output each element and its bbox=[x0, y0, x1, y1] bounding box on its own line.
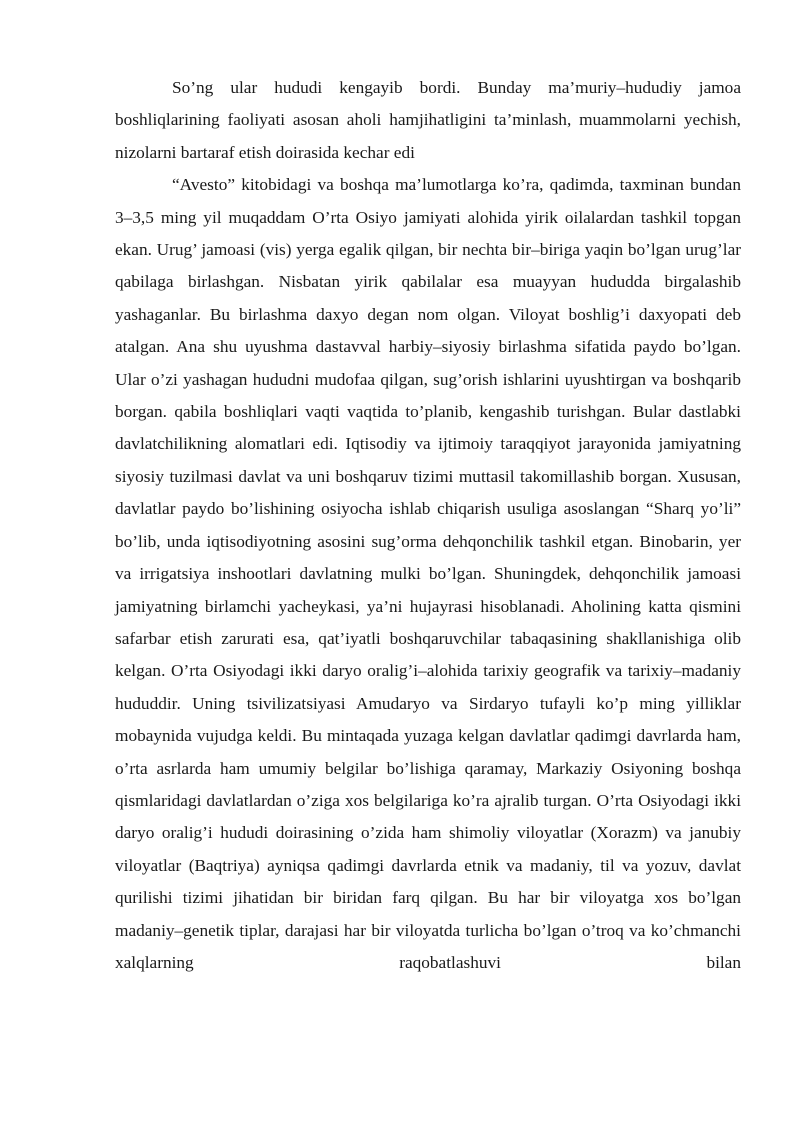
paragraph-1: So’ng ular hududi kengayib bordi. Bunday ma’muriy–hududiy jamoa boshliqlarining faoliyati asosan aholi hamjihatligini ta’minlash, muammolarni yechish, nizolarni bartaraf etish doirasida kechar edi bbox=[115, 78, 741, 162]
paragraph-2: “Avesto” kitobidagi va boshqa ma’lumotlarga ko’ra, qadimda, taxminan bundan 3–3,5 ming yil muqaddam O’rta Osiyo jamiyati alohida yirik oilalardan tashkil topgan ekan. Urug’ jamoasi (vis) yerga egalik qilgan, bir nechta bir–biriga yaqin bo’lgan urug’lar qabilaga birlashgan. Nisbatan yirik qabilalar esa muayyan hududda birgalashib yashaganlar. Bu birlashma daxyo degan nom olgan. Viloyat boshlig’i daxyopati deb atalgan. Ana shu uyushma dastavval harbiy–siyosiy birlashma sifatida paydo bo’lgan. Ular o’zi yashagan hududni mudofaa qilgan, sug’orish ishlarini uyushtirgan va boshqarib borgan. qabila boshliqlari vaqti vaqtida to’planib, kengashib turishgan. Bular dastlabki davlatchilikning alomatlari edi. Iqtisodiy va ijtimoiy taraqqiyot jarayonida jamiyatning siyosiy tuzilmasi davlat va uni boshqaruv tizimi muttasil takomillashib borgan. Xususan, davlatlar paydo bo’lishining osiyocha ishlab chiqarish usuliga asoslangan “Sharq yo’li” bo’lib, unda iqtisodiyotning asosini sug’orma dehqonchilik tashkil etgan. Binobarin, yer va irrigatsiya inshootlari davlatning mulki bo’lgan. Shuningdek, dehqonchilik jamoasi jamiyatning birlamchi yacheykasi, ya’ni hujayrasi hisoblanadi. Aholining katta qismini safarbar etish zarurati esa, qat’iyatli boshqaruvchilar tabaqasining shakllanishiga olib kelgan. O’rta Osiyodagi ikki daryo oralig’i–alohida tarixiy geografik va tarixiy–madaniy hududdir. Uning tsivilizatsiyasi Amudaryo va Sirdaryo tufayli ko’p ming yilliklar mobaynida vujudga keldi. Bu mintaqada yuzaga kelgan davlatlar qadimgi davrlarda ham, o’rta asrlarda ham umumiy belgilar bo’lishiga qaramay, Markaziy Osiyoning boshqa qismlaridagi davlatlardan o’ziga xos belgilariga ko’ra ajralib turgan. O’rta Osiyodagi ikki daryo oralig’i hududi doirasining o’zida ham shimoliy viloyatlar (Xorazm) va janubiy viloyatlar (Baqtriya) ayniqsa qadimgi davrlarda etnik va madaniy, til va yozuv, davlat qurilishi tizimi jihatidan bir biridan farq qilgan. Bu har bir viloyatga xos bo’lgan madaniy–genetik tiplar, darajasi har bir viloyatda turlicha bo’lgan o’troq va ko’chmanchi xalqlarning raqobatlashuvi bilan bbox=[115, 175, 741, 972]
document-page bbox=[115, 72, 741, 979]
